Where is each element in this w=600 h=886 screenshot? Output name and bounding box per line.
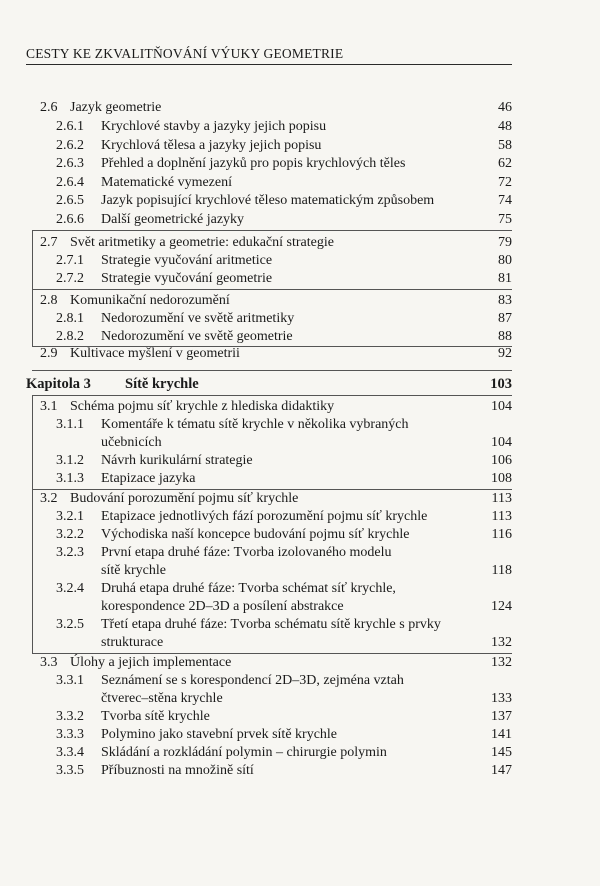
- entry-number: 2.8.2: [56, 329, 84, 344]
- toc-entry-3-2-2: [0, 526, 600, 544]
- toc-entry-2-7-2: [0, 270, 600, 288]
- entry-title: Úlohy a jejich implementace: [70, 655, 232, 670]
- entry-page: 106: [491, 453, 512, 468]
- entry-page: 137: [491, 709, 512, 724]
- entry-page: 124: [491, 599, 512, 614]
- toc-entry-3-3-2: [0, 708, 600, 726]
- entry-page: 88: [498, 329, 512, 344]
- entry-title: Komunikační nedorozumění: [70, 293, 230, 308]
- toc-entry-2-6-3: [0, 155, 600, 173]
- entry-page: 108: [491, 471, 512, 486]
- entry-number: 3.2.2: [56, 527, 84, 542]
- toc-entry-3-3: [0, 654, 600, 672]
- entry-number: 3.3.3: [56, 727, 84, 742]
- section-bracket: [32, 489, 33, 653]
- entry-page: 58: [498, 138, 512, 153]
- entry-title: Budování porozumění pojmu síť krychle: [70, 491, 299, 506]
- entry-title: Etapizace jednotlivých fází porozumění pojmu síť krychle: [101, 509, 428, 524]
- entry-number: 2.6: [40, 100, 58, 115]
- entry-number: 3.1.2: [56, 453, 84, 468]
- entry-title: Schéma pojmu síť krychle z hlediska didaktiky: [70, 399, 335, 414]
- toc-entry-3-3-3: [0, 726, 600, 744]
- toc-entry-2-9: [0, 345, 600, 363]
- entry-title: Příbuznosti na množině sítí: [101, 763, 254, 778]
- entry-number: 3.1: [40, 399, 58, 414]
- entry-title: Svět aritmetiky a geometrie: edukační strategie: [70, 235, 334, 250]
- entry-title: Etapizace jazyka: [101, 471, 196, 486]
- toc-entry-3-2-3-cont: [0, 562, 600, 580]
- entry-number: 3.2.4: [56, 581, 84, 596]
- entry-title: Krychlové stavby a jazyky jejich popisu: [101, 119, 327, 134]
- toc-entry-3-2-4-cont: [0, 598, 600, 616]
- entry-page: 104: [491, 399, 512, 414]
- entry-number: 3.1.3: [56, 471, 84, 486]
- entry-title: Druhá etapa druhé fáze: Tvorba schémat síť krychle,: [101, 581, 396, 596]
- entry-title: strukturace: [101, 635, 164, 650]
- entry-title: čtverec–stěna krychle: [101, 691, 223, 706]
- entry-page: 118: [491, 563, 512, 578]
- toc-entry-3-3-4: [0, 744, 600, 762]
- entry-number: 2.8.1: [56, 311, 84, 326]
- entry-title: Polymino jako stavební prvek sítě krychle: [101, 727, 338, 742]
- entry-page: 147: [491, 763, 512, 778]
- section-bracket: [32, 230, 33, 290]
- toc-entry-2-8-2: [0, 328, 600, 346]
- toc-entry-3-2: [0, 490, 600, 508]
- chapter-page: 103: [490, 376, 512, 392]
- entry-page: 46: [498, 100, 512, 115]
- entry-title: Strategie vyučování aritmetice: [101, 253, 273, 268]
- entry-page: 132: [491, 635, 512, 650]
- entry-page: 116: [491, 527, 512, 542]
- toc-entry-3-2-5: [0, 616, 600, 634]
- entry-title: Návrh kurikulární strategie: [101, 453, 253, 468]
- toc-entry-2-6-6: [0, 211, 600, 229]
- entry-title: Strategie vyučování geometrie: [101, 271, 273, 286]
- entry-page: 92: [498, 346, 512, 361]
- toc-entry-2-6-4: [0, 174, 600, 192]
- entry-title: Další geometrické jazyky: [101, 212, 245, 227]
- entry-title: učebnicích: [101, 435, 162, 450]
- entry-title: Třetí etapa druhé fáze: Tvorba schématu sítě krychle s prvky: [101, 617, 441, 632]
- toc-entry-2-6-2: [0, 137, 600, 155]
- entry-title: Skládání a rozkládání polymin – chirurgie polymin: [101, 745, 387, 760]
- entry-number: 2.6.5: [56, 193, 84, 208]
- toc-entry-3-2-5-cont: [0, 634, 600, 652]
- section-divider: [32, 370, 512, 371]
- entry-number: 3.2: [40, 491, 58, 506]
- entry-number: 2.6.4: [56, 175, 84, 190]
- entry-number: 3.3.2: [56, 709, 84, 724]
- entry-number: 3.1.1: [56, 417, 84, 432]
- entry-page: 113: [491, 509, 512, 524]
- toc-entry-2-7-1: [0, 252, 600, 270]
- entry-title: Kultivace myšlení v geometrii: [70, 346, 240, 361]
- section-divider: [32, 289, 512, 290]
- toc-entry-3-2-1: [0, 508, 600, 526]
- entry-page: 75: [498, 212, 512, 227]
- toc-entry-3-3-5: [0, 762, 600, 780]
- page-header: CESTY KE ZKVALITŇOVÁNÍ VÝUKY GEOMETRIE: [26, 46, 512, 65]
- entry-title: Jazyk popisující krychlové těleso matematickým způsobem: [101, 193, 435, 208]
- entry-title: Jazyk geometrie: [70, 100, 162, 115]
- entry-page: 141: [491, 727, 512, 742]
- toc-chapter-3: [0, 375, 600, 393]
- section-divider: [32, 230, 512, 231]
- entry-title: sítě krychle: [101, 563, 166, 578]
- entry-page: 62: [498, 156, 512, 171]
- toc-entry-2-7: [0, 234, 600, 252]
- chapter-title: Sítě krychle: [125, 376, 199, 392]
- entry-title: Přehled a doplnění jazyků pro popis krychlových těles: [101, 156, 406, 171]
- entry-number: 2.9: [40, 346, 58, 361]
- section-divider: [32, 395, 512, 396]
- entry-page: 72: [498, 175, 512, 190]
- entry-page: 87: [498, 311, 512, 326]
- toc-entry-3-2-4: [0, 580, 600, 598]
- entry-number: 3.3: [40, 655, 58, 670]
- entry-number: 2.7.2: [56, 271, 84, 286]
- entry-title: korespondence 2D–3D a posílení abstrakce: [101, 599, 344, 614]
- entry-page: 145: [491, 745, 512, 760]
- entry-title: První etapa druhé fáze: Tvorba izolovaného modelu: [101, 545, 392, 560]
- entry-number: 2.8: [40, 293, 58, 308]
- toc-entry-3-1: [0, 398, 600, 416]
- entry-number: 2.7.1: [56, 253, 84, 268]
- toc-entry-3-1-1: [0, 416, 600, 434]
- toc-entry-3-3-1: [0, 672, 600, 690]
- entry-page: 113: [491, 491, 512, 506]
- entry-number: 3.3.4: [56, 745, 84, 760]
- entry-page: 133: [491, 691, 512, 706]
- entry-page: 132: [491, 655, 512, 670]
- entry-page: 81: [498, 271, 512, 286]
- toc-entry-3-1-2: [0, 452, 600, 470]
- entry-title: Seznámení se s korespondencí 2D–3D, zejména vztah: [101, 673, 404, 688]
- entry-number: 2.6.3: [56, 156, 84, 171]
- section-bracket: [32, 395, 33, 489]
- toc-entry-2-8-1: [0, 310, 600, 328]
- entry-title: Krychlová tělesa a jazyky jejich popisu: [101, 138, 322, 153]
- entry-page: 74: [498, 193, 512, 208]
- entry-number: 3.3.5: [56, 763, 84, 778]
- entry-number: 2.6.6: [56, 212, 84, 227]
- toc-entry-2-6: [0, 99, 600, 117]
- toc-entry-3-3-1-cont: [0, 690, 600, 708]
- entry-page: 48: [498, 119, 512, 134]
- entry-title: Komentáře k tématu sítě krychle v několika vybraných: [101, 417, 409, 432]
- chapter-number: Kapitola 3: [26, 376, 91, 392]
- entry-number: 2.7: [40, 235, 58, 250]
- section-bracket: [32, 289, 33, 346]
- toc-entry-2-8: [0, 292, 600, 310]
- entry-number: 3.2.3: [56, 545, 84, 560]
- toc-entry-3-1-3: [0, 470, 600, 488]
- entry-page: 79: [498, 235, 512, 250]
- toc-entry-2-6-5: [0, 192, 600, 210]
- entry-number: 3.2.5: [56, 617, 84, 632]
- entry-number: 3.2.1: [56, 509, 84, 524]
- entry-title: Východiska naší koncepce budování pojmu síť krychle: [101, 527, 410, 542]
- entry-number: 2.6.2: [56, 138, 84, 153]
- entry-title: Tvorba sítě krychle: [101, 709, 210, 724]
- toc-entry-2-6-1: [0, 118, 600, 136]
- toc-entry-3-1-1-cont: [0, 434, 600, 452]
- toc-entry-3-2-3: [0, 544, 600, 562]
- entry-number: 2.6.1: [56, 119, 84, 134]
- entry-page: 80: [498, 253, 512, 268]
- entry-title: Matematické vymezení: [101, 175, 232, 190]
- entry-title: Nedorozumění ve světě aritmetiky: [101, 311, 295, 326]
- entry-number: 3.3.1: [56, 673, 84, 688]
- entry-page: 104: [491, 435, 512, 450]
- entry-page: 83: [498, 293, 512, 308]
- entry-title: Nedorozumění ve světě geometrie: [101, 329, 293, 344]
